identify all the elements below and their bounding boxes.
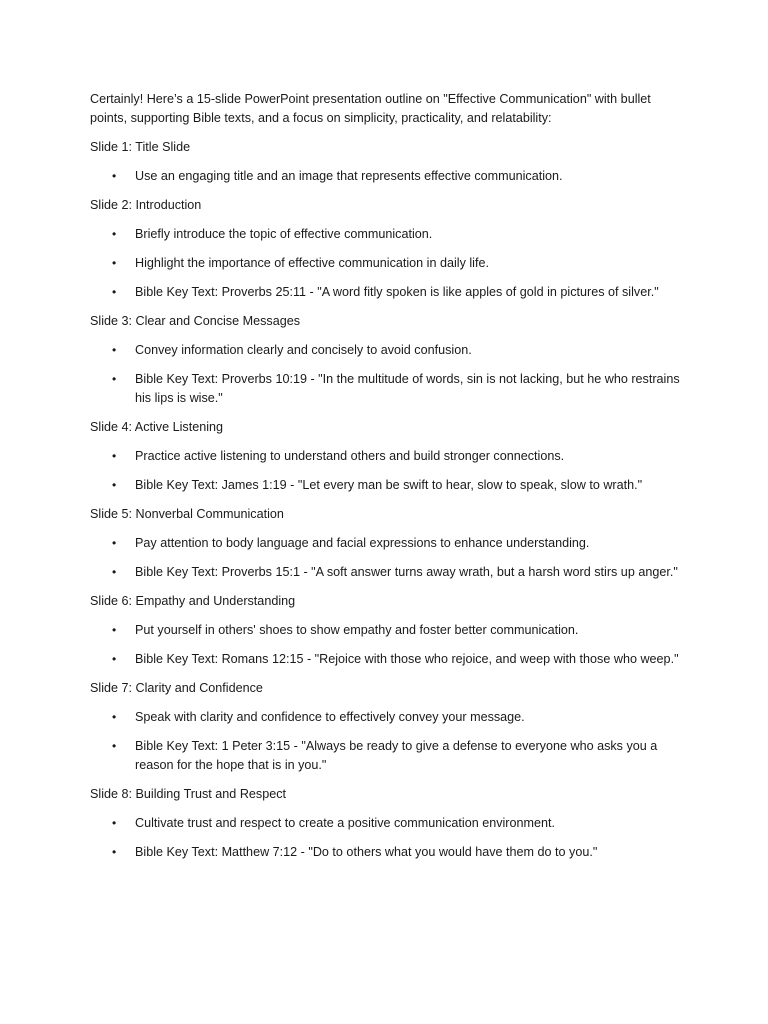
- bullet-item: [90, 167, 680, 186]
- bullet-item: [90, 708, 680, 727]
- slide-section: [90, 196, 680, 302]
- slide-section: [90, 679, 680, 775]
- bullet-text: Bible Key Text: Proverbs 15:1 - "A soft answer turns away wrath, but a harsh word stirs up anger.": [135, 565, 678, 579]
- bullet-dot-icon: •: [112, 739, 117, 753]
- document-body: [90, 90, 680, 872]
- bullet-item: [90, 476, 680, 495]
- bullet-text: Bible Key Text: Proverbs 25:11 - "A word fitly spoken is like apples of gold in pictures of silver.": [135, 285, 659, 299]
- bullet-text: Bible Key Text: Romans 12:15 - "Rejoice with those who rejoice, and weep with those who weep.": [135, 652, 679, 666]
- slide-heading: Slide 5: Nonverbal Communication: [90, 507, 284, 521]
- bullet-dot-icon: •: [112, 478, 117, 492]
- bullet-dot-icon: •: [112, 227, 117, 241]
- slide-outline: [90, 138, 680, 862]
- bullet-list: [90, 534, 680, 582]
- slide-heading: Slide 4: Active Listening: [90, 420, 224, 434]
- slide-heading: Slide 1: Title Slide: [90, 140, 191, 154]
- bullet-dot-icon: •: [112, 845, 117, 859]
- slide-heading: Slide 6: Empathy and Understanding: [90, 594, 296, 608]
- slide-heading: Slide 8: Building Trust and Respect: [90, 787, 287, 801]
- slide-heading: Slide 2: Introduction: [90, 198, 202, 212]
- slide-section: [90, 138, 680, 186]
- bullet-dot-icon: •: [112, 256, 117, 270]
- slide-section: [90, 592, 680, 669]
- bullet-item: [90, 843, 680, 862]
- slide-section: [90, 418, 680, 495]
- bullet-text: Practice active listening to understand others and build stronger connections.: [135, 449, 565, 463]
- bullet-text: Pay attention to body language and facial expressions to enhance understanding.: [135, 536, 590, 550]
- bullet-text: Speak with clarity and confidence to effectively convey your message.: [135, 710, 525, 724]
- bullet-list: [90, 708, 680, 775]
- bullet-item: [90, 737, 680, 775]
- intro-paragraph: Certainly! Here’s a 15-slide PowerPoint presentation outline on "Effective Communication" with bullet points, supporting Bible texts, and a focus on simplicity, practicality, and relatability:: [90, 92, 651, 125]
- bullet-text: Use an engaging title and an image that represents effective communication.: [135, 169, 563, 183]
- slide-heading: Slide 7: Clarity and Confidence: [90, 681, 263, 695]
- bullet-item: [90, 370, 680, 408]
- bullet-text: Convey information clearly and concisely to avoid confusion.: [135, 343, 472, 357]
- bullet-item: [90, 621, 680, 640]
- bullet-text: Briefly introduce the topic of effective communication.: [135, 227, 433, 241]
- bullet-item: [90, 283, 680, 302]
- bullet-text: Bible Key Text: Matthew 7:12 - "Do to others what you would have them do to you.": [135, 845, 598, 859]
- bullet-list: [90, 225, 680, 302]
- bullet-list: [90, 341, 680, 408]
- bullet-item: [90, 814, 680, 833]
- bullet-list: [90, 814, 680, 862]
- bullet-dot-icon: •: [112, 372, 117, 386]
- bullet-dot-icon: •: [112, 816, 117, 830]
- bullet-dot-icon: •: [112, 343, 117, 357]
- bullet-text: Bible Key Text: Proverbs 10:19 - "In the multitude of words, sin is not lacking, but he who restrains his lips is wise.": [135, 372, 680, 405]
- bullet-item: [90, 225, 680, 244]
- bullet-list: [90, 621, 680, 669]
- slide-section: [90, 785, 680, 862]
- slide-heading: Slide 3: Clear and Concise Messages: [90, 314, 301, 328]
- bullet-text: Bible Key Text: 1 Peter 3:15 - "Always be ready to give a defense to everyone who asks you a reason for the hope that is in you.": [135, 739, 658, 772]
- bullet-item: [90, 563, 680, 582]
- bullet-dot-icon: •: [112, 449, 117, 463]
- bullet-list: [90, 447, 680, 495]
- bullet-list: [90, 167, 680, 186]
- bullet-dot-icon: •: [112, 536, 117, 550]
- bullet-item: [90, 447, 680, 466]
- bullet-dot-icon: •: [112, 623, 117, 637]
- bullet-dot-icon: •: [112, 652, 117, 666]
- bullet-item: [90, 534, 680, 553]
- bullet-item: [90, 650, 680, 669]
- bullet-text: Highlight the importance of effective communication in daily life.: [135, 256, 489, 270]
- slide-section: [90, 312, 680, 408]
- bullet-dot-icon: •: [112, 285, 117, 299]
- slide-section: [90, 505, 680, 582]
- bullet-item: [90, 254, 680, 273]
- bullet-text: Bible Key Text: James 1:19 - "Let every man be swift to hear, slow to speak, slow to wrath.": [135, 478, 643, 492]
- bullet-item: [90, 341, 680, 360]
- bullet-dot-icon: •: [112, 710, 117, 724]
- bullet-text: Put yourself in others' shoes to show empathy and foster better communication.: [135, 623, 579, 637]
- bullet-dot-icon: •: [112, 565, 117, 579]
- bullet-text: Cultivate trust and respect to create a positive communication environment.: [135, 816, 555, 830]
- bullet-dot-icon: •: [112, 169, 117, 183]
